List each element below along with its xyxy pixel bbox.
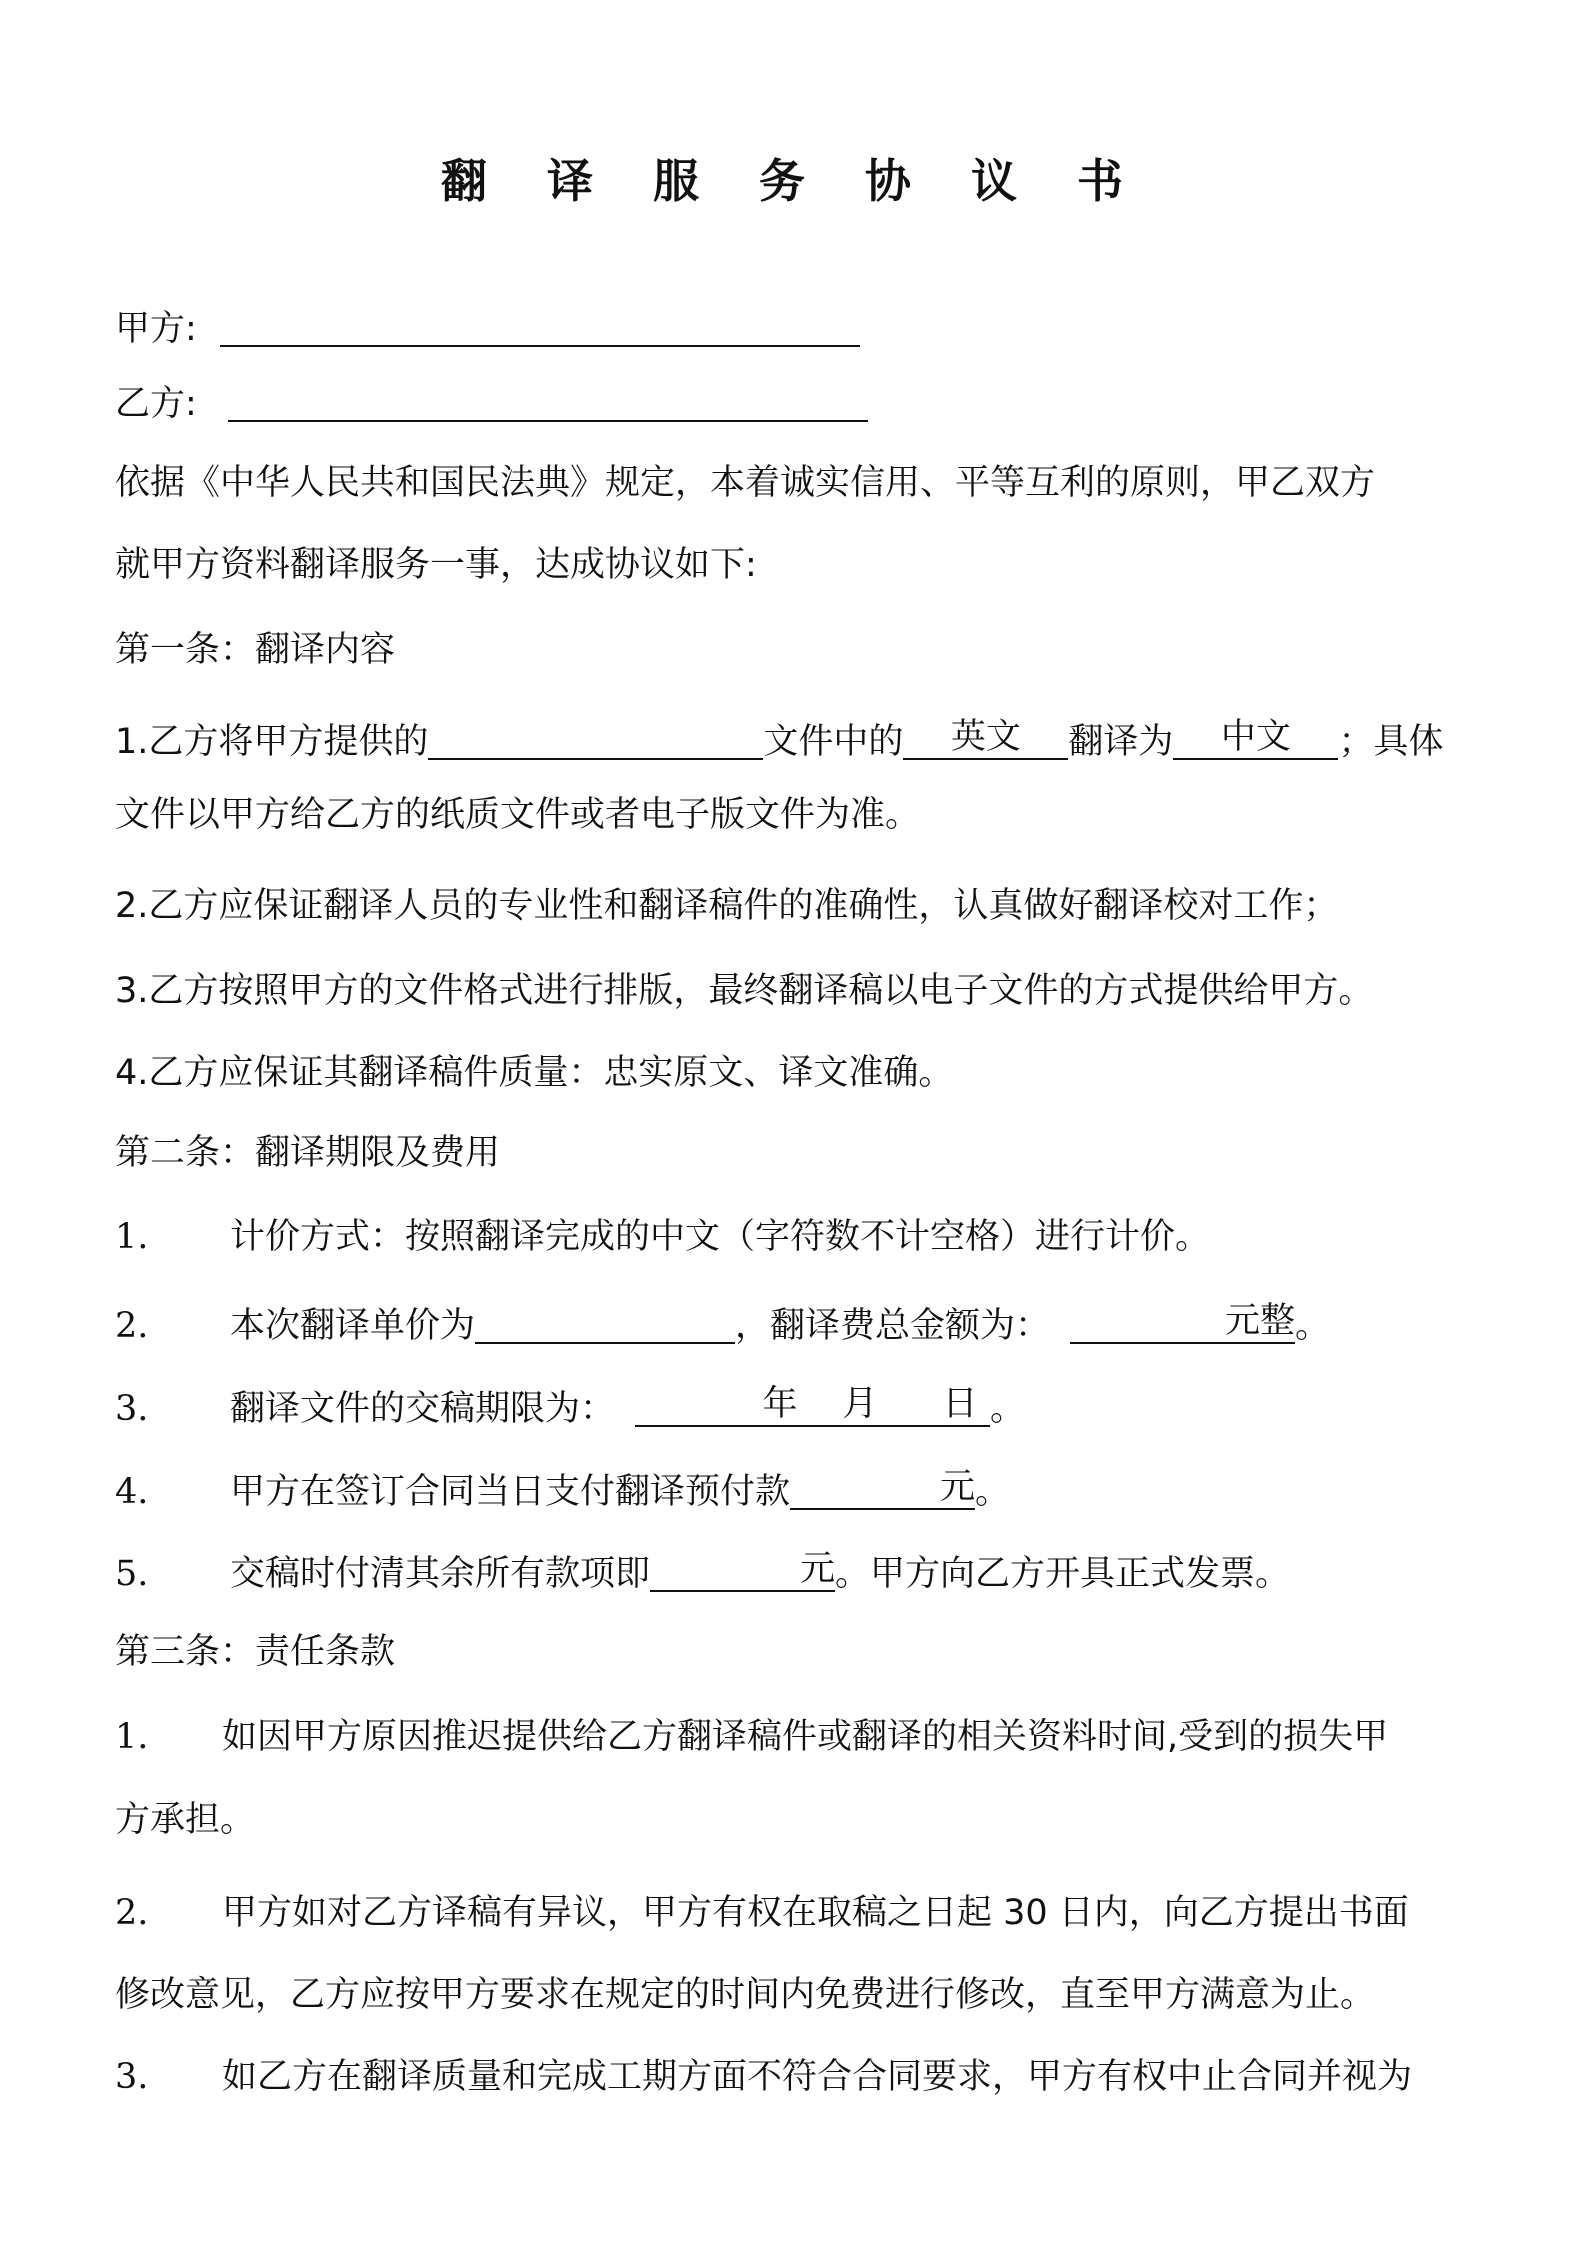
article3-item3 [115, 2057, 1413, 2097]
article3-item2-line2: 修改意见，乙方应按甲方要求在规定的时间内免费进行修改，直至甲方满意为止。 [115, 1975, 1376, 2015]
article1-item1-text-d: ；具体 [1338, 722, 1444, 762]
article1-item3: 3.乙方按照甲方的文件格式进行排版，最终翻译稿以电子文件的方式提供给甲方。 [115, 971, 1374, 1011]
unit-price-blank[interactable] [475, 1304, 735, 1344]
article2-item4-num: 4. [115, 1472, 149, 1512]
article1-item1-text-a: 1.乙方将甲方提供的 [115, 722, 429, 762]
total-fee-unit: 元整 [1225, 1301, 1296, 1341]
deadline-year: 年 [762, 1384, 798, 1424]
balance-blank[interactable] [650, 1549, 836, 1592]
article3-item2-line1: 甲方如对乙方译稿有异议，甲方有权在取稿之日起 30 日内，向乙方提出书面 [222, 1893, 1409, 1933]
article2-item5-num: 5. [115, 1554, 149, 1594]
party-a-line [115, 307, 860, 347]
article2-item3-text-a: 翻译文件的交稿期限为： [230, 1389, 616, 1429]
party-b-line [115, 382, 868, 422]
article2-item3 [115, 1384, 1026, 1429]
party-b-label: 乙方: [115, 384, 197, 424]
party-b-blank[interactable] [228, 382, 868, 422]
article2-item4-text-d: 。 [975, 1472, 1011, 1512]
source-language-blank[interactable] [903, 717, 1068, 760]
article1-item1 [115, 717, 1444, 762]
prepayment-blank[interactable] [790, 1467, 976, 1510]
article1-item1-text-c: 翻译为 [1068, 722, 1174, 762]
article3-item3-num: 3. [115, 2057, 149, 2097]
document-title: 翻 译 服 务 协 议 书 [440, 154, 1146, 208]
deadline-date-blank[interactable] [635, 1384, 990, 1427]
article2-item4-text-a: 甲方在签订合同当日支付翻译预付款 [230, 1472, 791, 1512]
article3-item1-num: 1. [115, 1717, 149, 1757]
document-name-blank[interactable] [428, 720, 763, 760]
article2-item1-num: 1. [115, 1217, 149, 1257]
deadline-month: 月 [842, 1384, 878, 1424]
article2-item3-text-d: 。 [990, 1389, 1026, 1429]
article2-item4 [115, 1467, 1011, 1512]
party-a-blank[interactable] [220, 307, 860, 347]
target-language: 中文 [1220, 717, 1291, 757]
article2-item5-text-a: 交稿时付清其余所有款项即 [230, 1554, 651, 1594]
article2-item2 [115, 1301, 1331, 1346]
source-language: 英文 [950, 717, 1021, 757]
total-fee-blank[interactable] [1070, 1301, 1296, 1344]
article2-item2-text-a: 本次翻译单价为 [230, 1306, 476, 1346]
target-language-blank[interactable] [1173, 717, 1338, 760]
party-a-label: 甲方: [115, 309, 197, 349]
article2-item2-text-b: ，翻译费总金额为： [735, 1306, 1051, 1346]
article2-heading: 第二条：翻译期限及费用 [115, 1133, 501, 1173]
article3-item1-line1: 如因甲方原因推迟提供给乙方翻译稿件或翻译的相关资料时间,受到的损失甲 [222, 1717, 1389, 1757]
article2-item5 [115, 1549, 1291, 1594]
article1-item1-text-b: 文件中的 [763, 722, 904, 762]
article1-heading: 第一条：翻译内容 [115, 630, 396, 670]
article2-item2-num: 2. [115, 1306, 149, 1346]
article3-item2-num: 2. [115, 1893, 149, 1933]
article3-item2 [115, 1893, 1409, 1933]
article2-item5-text-d: 。甲方向乙方开具正式发票。 [835, 1554, 1291, 1594]
article2-item1-text: 计价方式：按照翻译完成的中文（字符数不计空格）进行计价。 [230, 1217, 1211, 1257]
article3-heading: 第三条：责任条款 [115, 1632, 396, 1672]
article2-item2-text-d: 。 [1295, 1306, 1331, 1346]
balance-unit: 元 [800, 1549, 836, 1589]
article3-item3-line1: 如乙方在翻译质量和完成工期方面不符合合同要求，甲方有权中止合同并视为 [222, 2057, 1413, 2097]
intro-line-2: 就甲方资料翻译服务一事，达成协议如下: [115, 545, 757, 585]
article2-item3-num: 3. [115, 1389, 149, 1429]
article1-item4: 4.乙方应保证其翻译稿件质量：忠实原文、译文准确。 [115, 1053, 954, 1093]
article1-item1-cont: 文件以甲方给乙方的纸质文件或者电子版文件为准。 [115, 795, 921, 835]
prepayment-unit: 元 [940, 1467, 976, 1507]
intro-line-1: 依据《中华人民共和国民法典》规定，本着诚实信用、平等互利的原则，甲乙双方 [115, 463, 1376, 503]
article3-item1-line2: 方承担。 [115, 1800, 256, 1840]
deadline-day: 日 [942, 1384, 978, 1424]
article2-item1 [115, 1217, 1211, 1257]
article3-item1 [115, 1717, 1389, 1757]
article1-item2: 2.乙方应保证翻译人员的专业性和翻译稿件的准确性，认真做好翻译校对工作； [115, 886, 1339, 926]
